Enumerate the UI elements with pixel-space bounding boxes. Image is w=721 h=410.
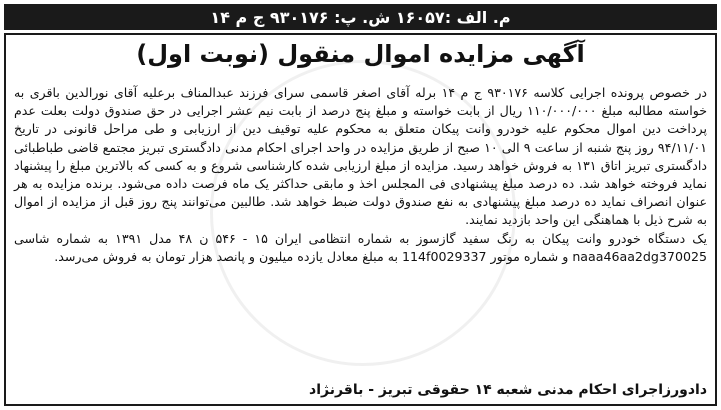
notice-paragraph-main: در خصوص پرونده اجرایی کلاسه ۹۳۰۱۷۶ ج م ۱۴ برله آقای اصغر قاسمی سرای فرزند عبدالمناف برعلیه آقای نورالدین باقری به خواسته مطالبه مبلغ ۱۱۰/۰۰۰/۰۰۰ ریال از بابت خواسته و مبلغ پنج درصد از بابت نیم عشر اجرایی در حق صندوق دولت بعلت عدم پرداخت دین اموال محکوم علیه خودرو وانت پیکان متعلق به محکوم علیه توقیف دین از ارزیابی و طی مراحل قانونی در تاریخ ۹۴/۱۱/۰۱ روز پنج شنبه از ساعت ۹ الی ۱۰ صبح از طریق مزایده در واحد اجرای احکام مدنی دادگستری تبریز مجتمع قاضی طباطبائی دادگستری تبریز اتاق ۱۳۱ به فروش خواهد رسید. مزایده از مبلغ ارزیابی شده کارشناسی شروع و به کسی که بالاترین مبلغ را پیشنهاد نماید فروخته خواهد شد. ده درصد مبلغ پیشنهادی فی المجلس اخذ و مابقی حداکثر یک ماه فرصت داده می‌شود. برنده مزایده به هر عنوان انصراف نماید ده درصد مبلغ پیشنهادی به نفع صندوق دولت ضبط خواهد شد. طالبین می‌توانند پنج روز قبل از مزایده از اموال به شرح ذیل با هماهنگی این واحد بازدید نمایند. <box>14 85 708 228</box>
notice-body <box>14 84 707 266</box>
reference-number: م. الف :۱۶۰۵۷ ش. پ: ۹۳۰۱۷۶ ج م ۱۴ <box>210 7 511 27</box>
notice-title: آگهی مزایده اموال منقول (نوبت اول) <box>136 40 585 68</box>
notice-signature: دادورزاجرای احکام مدنی شعبه ۱۴ حقوقی تبریز - باقرنژاد <box>309 382 707 398</box>
notice-paragraph-vehicle: یک دستگاه خودرو وانت پیکان به رنگ سفید گازسوز به شماره انتظامی ایران ۱۵ - ۵۴۶ ن ۴۸ مدل ۱۳۹۱ به شماره شاسی naaa46aa2dg370025 و شماره موتور 114f0029337 به مبلغ معادل یازده میلیون و پانصد هزار تومان به فروش می‌رسد. <box>14 230 707 264</box>
reference-header <box>4 4 717 30</box>
